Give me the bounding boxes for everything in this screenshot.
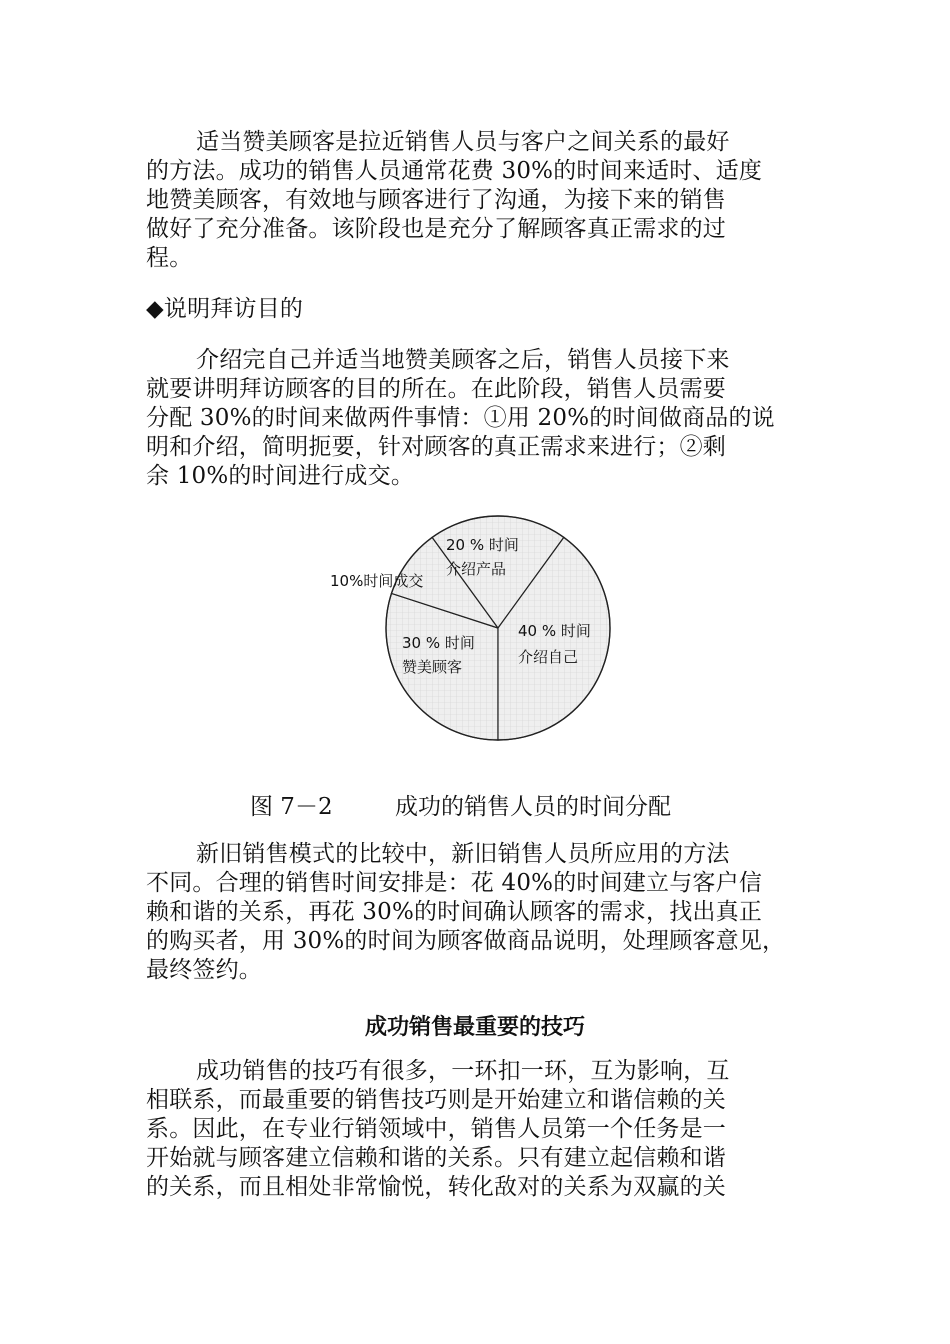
time-allocation-pie-chart — [330, 510, 620, 745]
figure-number: 图 7－2 — [250, 794, 333, 820]
para1-line: 做好了充分准备。该阶段也是充分了解顾客真正需求的过 — [146, 216, 726, 242]
para2-line: 分配 30%的时间来做两件事情：①用 20%的时间做商品的说 — [146, 405, 775, 431]
para2-line: 明和介绍，简明扼要，针对顾客的真正需求来进行；②剩 — [146, 434, 726, 460]
para3-line: 的购买者，用 30%的时间为顾客做商品说明，处理顾客意见， — [146, 928, 786, 954]
para1-line: 的方法。成功的销售人员通常花费 30%的时间来适时、适度 — [146, 158, 763, 184]
para4-line: 相联系，而最重要的销售技巧则是开始建立和谐信赖的关 — [146, 1087, 726, 1113]
slice-label-line2: 介绍自己 — [518, 648, 579, 666]
para3-line: 新旧销售模式的比较中，新旧销售人员所应用的方法 — [196, 841, 730, 867]
para4-line: 成功销售的技巧有很多，一环扣一环，互为影响，互 — [196, 1058, 730, 1084]
para3-line: 不同。合理的销售时间安排是：花 40%的时间建立与客户信 — [146, 870, 763, 896]
para1-line: 地赞美顾客，有效地与顾客进行了沟通，为接下来的销售 — [146, 187, 726, 213]
section-heading: 成功销售最重要的技巧 — [364, 1015, 585, 1040]
slice-label-line1: 40 % 时间 — [518, 622, 591, 640]
para1-line: 程。 — [146, 245, 193, 271]
para2-line: 介绍完自己并适当地赞美顾客之后，销售人员接下来 — [196, 347, 730, 373]
para3-line: 赖和谐的关系，再花 30%的时间确认顾客的需求，找出真正 — [146, 899, 763, 925]
para3-line: 最终签约。 — [146, 957, 262, 983]
slice-label-line2: 介绍产品 — [446, 560, 507, 578]
slice-label-line1: 20 % 时间 — [446, 536, 519, 554]
para4-line: 系。因此，在专业行销领域中，销售人员第一个任务是一 — [146, 1116, 726, 1142]
slice-label-line1: 10%时间成交 — [330, 572, 424, 590]
para2-line: 就要讲明拜访顾客的目的所在。在此阶段，销售人员需要 — [146, 376, 726, 402]
para4-line: 开始就与顾客建立信赖和谐的关系。只有建立起信赖和谐 — [146, 1145, 726, 1171]
slice-label-line1: 30 % 时间 — [402, 634, 475, 652]
para4-line: 的关系，而且相处非常愉悦，转化敌对的关系为双赢的关 — [146, 1174, 726, 1200]
bullet-heading: ◆说明拜访目的 — [146, 296, 304, 322]
para1-line: 适当赞美顾客是拉近销售人员与客户之间关系的最好 — [196, 129, 730, 155]
slice-label-line2: 赞美顾客 — [402, 658, 463, 676]
para2-line: 余 10%的时间进行成交。 — [146, 463, 415, 489]
figure-title: 成功的销售人员的时间分配 — [395, 794, 671, 820]
